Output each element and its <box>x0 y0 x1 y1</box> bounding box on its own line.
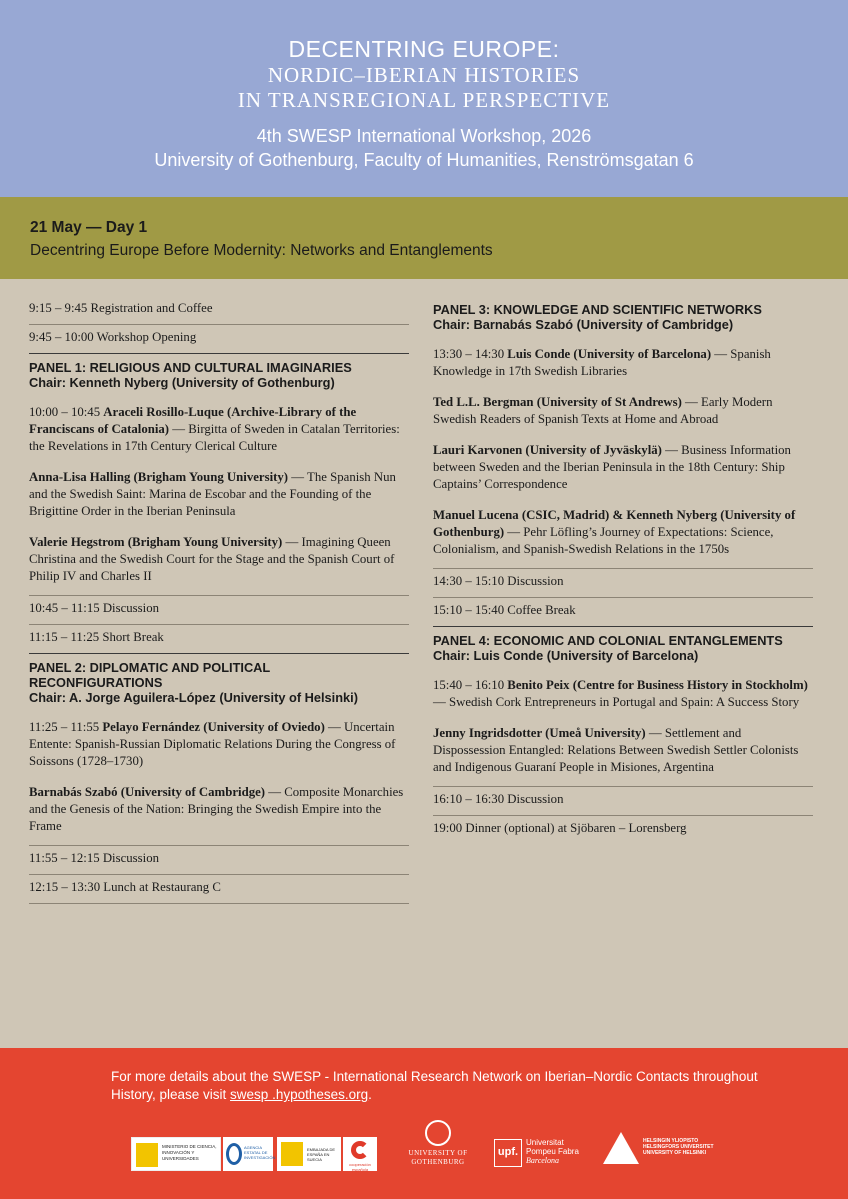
talk-item: 10:00 – 10:45 Araceli Rosillo-Luque (Archive-Library of the Franciscans of Catalonia) — Birgitta of Sweden in Catalan Territories: the Revelations in 17th Century Clerical Culture <box>29 405 400 453</box>
cooperacion-logo: cooperación española <box>343 1137 377 1171</box>
aei-mark-icon <box>226 1143 242 1165</box>
ministry-science-logo: MINISTERIO DE CIENCIA, INNOVACIÓN Y UNIVERSIDADES <box>131 1137 221 1171</box>
workshop-title: DECENTRING EUROPE: <box>288 36 560 62</box>
panel-3-title: PANEL 3: KNOWLEDGE AND SCIENTIFIC NETWORKS <box>433 302 762 317</box>
day-title: 21 May — Day 1 <box>30 219 148 236</box>
schedule-opening: 9:45 – 10:00 Workshop Opening <box>29 325 409 354</box>
panel-4-chair: Chair: Luis Conde (University of Barcelona) <box>433 648 699 663</box>
embassy-logo: EMBAJADA DE ESPAÑA EN SUECIA <box>277 1137 341 1171</box>
helsinki-logo: HELSINGIN YLIOPISTO HELSINGFORS UNIVERSITET UNIVERSITY OF HELSINKI <box>603 1130 723 1170</box>
talk-item: Valerie Hegstrom (Brigham Young University) — Imagining Queen Christina and the Swedish Court for the Stage and the Spanish Court of Philip IV and Charles II <box>29 535 395 583</box>
panel-4 <box>433 627 813 787</box>
talk-item: Barnabás Szabó (University of Cambridge) — Composite Monarchies and the Genesis of the Nation: Bringing the Swedish Empire into the Frame <box>29 785 404 833</box>
workshop-venue: University of Gothenburg, Faculty of Humanities, Renströmsgatan 6 <box>154 150 694 170</box>
footer-info: For more details about the SWESP - International Research Network on Iberian–Nordic Contacts throughout History, please visit swesp .hypotheses.org. <box>111 1069 758 1102</box>
header-banner <box>0 0 848 197</box>
talk-item: Jenny Ingridsdotter (Umeå University) — Settlement and Dispossession Entangled: Relations Between Swedish Settler Colonists and Indigenous Guaraní People in Misiones, Argentina <box>433 726 799 774</box>
talk-item: Manuel Lucena (CSIC, Madrid) & Kenneth Nyberg (University of Gothenburg) — Pehr Löfling’s Journey of Expectations: Science, Colonialism, and Spanish-Swedish Relations in the 1750s <box>433 508 796 556</box>
workshop-subtitle-line1: NORDIC–IBERIAN HISTORIES <box>267 63 581 87</box>
talk-item: 11:25 – 11:55 Pelayo Fernández (University of Oviedo) — Uncertain Entente: Spanish-Russian Diplomatic Relations During the Congress of Soissons (1728–1730) <box>29 720 396 768</box>
panel-3-chair: Chair: Barnabás Szabó (University of Cambridge) <box>433 317 734 332</box>
day-band <box>0 197 848 279</box>
programme-left-column <box>29 296 409 904</box>
talk-item: 13:30 – 14:30 Luis Conde (University of Barcelona) — Spanish Knowledge in 17th Swedish Libraries <box>433 347 771 378</box>
spain-coat-of-arms-icon <box>136 1143 158 1167</box>
aei-logo: AGENCIA ESTATAL DE INVESTIGACIÓN <box>223 1137 273 1171</box>
schedule-discussion-2: 11:55 – 12:15 Discussion <box>29 846 409 875</box>
talk-item: 15:40 – 16:10 Benito Peix (Centre for Business History in Stockholm) — Swedish Cork Entrepreneurs in Portugal and Spain: A Success Story <box>433 678 808 709</box>
upf-mark-icon: upf. <box>494 1139 522 1167</box>
schedule-lunch: 12:15 – 13:30 Lunch at Restaurang C <box>29 875 409 904</box>
upf-logo: upf. Universitat Pompeu Fabra Barcelona <box>494 1137 594 1173</box>
schedule-registration: 9:15 – 9:45 Registration and Coffee <box>29 296 409 325</box>
panel-1-title: PANEL 1: RELIGIOUS AND CULTURAL IMAGINARIES <box>29 360 352 375</box>
workshop-subtitle-line2: IN TRANSREGIONAL PERSPECTIVE <box>237 88 611 112</box>
workshop-edition: 4th SWESP International Workshop, 2026 <box>256 126 592 146</box>
gothenburg-seal-icon <box>425 1120 451 1146</box>
gothenburg-logo: UNIVERSITY OF GOTHENBURG <box>404 1120 472 1176</box>
helsinki-flame-icon <box>603 1132 639 1164</box>
panel-2 <box>29 654 409 846</box>
spain-coat-of-arms-icon <box>281 1142 303 1166</box>
schedule-discussion-1: 10:45 – 11:15 Discussion <box>29 596 409 625</box>
schedule-coffee-break: 15:10 – 15:40 Coffee Break <box>433 598 813 627</box>
schedule-short-break: 11:15 – 11:25 Short Break <box>29 625 409 654</box>
day-theme: Decentring Europe Before Modernity: Networks and Entanglements <box>30 242 493 259</box>
talk-item: Anna-Lisa Halling (Brigham Young University) — The Spanish Nun and the Swedish Saint: Marina de Escobar and the Founding of the Brigittine Order in the Iberian Peninsula <box>29 470 396 518</box>
panel-3 <box>433 296 813 569</box>
schedule-discussion-4: 16:10 – 16:30 Discussion <box>433 787 813 816</box>
panel-2-title: PANEL 2: DIPLOMATIC AND POLITICAL RECONFIGURATIONS <box>29 660 271 690</box>
panel-1 <box>29 354 409 596</box>
schedule-discussion-3: 14:30 – 15:10 Discussion <box>433 569 813 598</box>
website-link[interactable]: swesp .hypotheses.org <box>230 1087 369 1102</box>
panel-1-chair: Chair: Kenneth Nyberg (University of Gothenburg) <box>29 375 335 390</box>
panel-2-chair: Chair: A. Jorge Aguilera-López (University of Helsinki) <box>29 690 358 705</box>
cooperacion-mark-icon <box>351 1141 369 1159</box>
schedule-dinner: 19:00 Dinner (optional) at Sjöbaren – Lorensberg <box>433 821 687 835</box>
programme-right-column <box>433 296 813 844</box>
talk-item: Lauri Karvonen (University of Jyväskylä) — Business Information between Sweden and the Iberian Peninsula in the 18th Century: Ship Captains’ Correspondence <box>433 443 791 491</box>
panel-4-title: PANEL 4: ECONOMIC AND COLONIAL ENTANGLEMENTS <box>433 633 783 648</box>
talk-item: Ted L.L. Bergman (University of St Andrews) — Early Modern Swedish Readers of Spanish Texts at Home and Abroad <box>433 395 773 426</box>
